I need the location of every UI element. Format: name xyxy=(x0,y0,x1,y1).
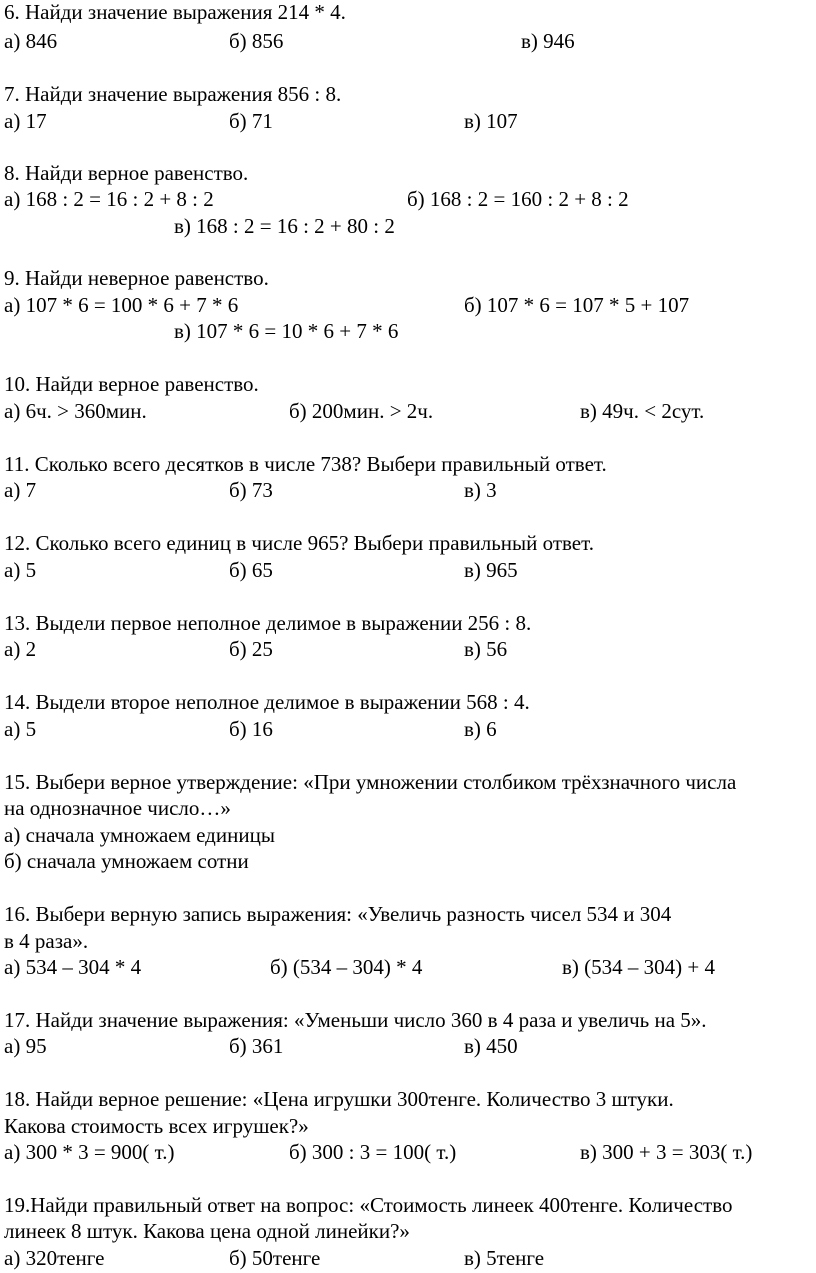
question-19-text-line1: 19.Найди правильный ответ на вопрос: «Стоимость линеек 400тенге. Количество xyxy=(4,1193,733,1217)
question-19-text-line2: линеек 8 штук. Какова цена одной линейки?» xyxy=(4,1219,410,1243)
option-c: в) 168 : 2 = 16 : 2 + 80 : 2 xyxy=(174,214,395,238)
option-b: б) 361 xyxy=(229,1034,284,1058)
option-b: б) (534 – 304) * 4 xyxy=(270,955,423,979)
option-c: в) 300 + 3 = 303( т.) xyxy=(580,1140,753,1164)
option-b: б) 16 xyxy=(229,717,273,741)
option-b: б) 107 * 6 = 107 * 5 + 107 xyxy=(464,293,690,317)
option-a: а) 2 xyxy=(4,637,37,661)
option-b: б) 73 xyxy=(229,478,273,502)
option-a: а) 5 xyxy=(4,558,37,582)
question-15-option-b: б) сначала умножаем сотни xyxy=(4,849,249,873)
option-c: в) 946 xyxy=(521,29,575,53)
question-15-text-line2: на однозначное число…» xyxy=(4,796,231,820)
question-11-text: 11. Сколько всего десятков в числе 738? Выбери правильный ответ. xyxy=(4,452,607,476)
option-a: а) 107 * 6 = 100 * 6 + 7 * 6 xyxy=(4,293,239,317)
option-b: б) 25 xyxy=(229,637,273,661)
option-a: а) 168 : 2 = 16 : 2 + 8 : 2 xyxy=(4,187,214,211)
option-b: б) 856 xyxy=(229,29,284,53)
option-b: б) 65 xyxy=(229,558,273,582)
question-8-text: 8. Найди верное равенство. xyxy=(4,161,249,185)
question-18-text-line2: Какова стоимость всех игрушек?» xyxy=(4,1114,309,1138)
option-a: а) 17 xyxy=(4,109,47,133)
question-14-text: 14. Выдели второе неполное делимое в выражении 568 : 4. xyxy=(4,690,530,714)
option-a: а) 95 xyxy=(4,1034,47,1058)
question-16-text-line1: 16. Выбери верную запись выражения: «Увеличь разность чисел 534 и 304 xyxy=(4,902,672,926)
option-c: в) 6 xyxy=(464,717,497,741)
option-c: в) 107 xyxy=(464,109,518,133)
option-a: а) 300 * 3 = 900( т.) xyxy=(4,1140,175,1164)
option-c: в) 56 xyxy=(464,637,508,661)
option-b: б) 50тенге xyxy=(229,1246,321,1270)
question-9-text: 9. Найди неверное равенство. xyxy=(4,266,269,290)
option-a: а) 5 xyxy=(4,717,37,741)
option-a: а) 846 xyxy=(4,29,58,53)
option-c: в) 5тенге xyxy=(464,1246,545,1270)
option-a: а) 534 – 304 * 4 xyxy=(4,955,142,979)
question-18-text-line1: 18. Найди верное решение: «Цена игрушки 300тенге. Количество 3 штуки. xyxy=(4,1087,674,1111)
option-c: в) (534 – 304) + 4 xyxy=(562,955,715,979)
option-b: б) 200мин. > 2ч. xyxy=(289,399,434,423)
option-b: б) 300 : 3 = 100( т.) xyxy=(289,1140,457,1164)
question-17-text: 17. Найди значение выражения: «Уменьши число 360 в 4 раза и увеличь на 5». xyxy=(4,1008,707,1032)
option-c: в) 965 xyxy=(464,558,518,582)
option-c: в) 49ч. < 2сут. xyxy=(580,399,705,423)
question-6-text: 6. Найди значение выражения 214 * 4. xyxy=(4,0,346,24)
question-12-text: 12. Сколько всего единиц в числе 965? Выбери правильный ответ. xyxy=(4,531,594,555)
question-15-text-line1: 15. Выбери верное утверждение: «При умножении столбиком трёхзначного числа xyxy=(4,770,737,794)
option-a: а) 7 xyxy=(4,478,37,502)
option-a: а) 6ч. > 360мин. xyxy=(4,399,147,423)
option-a: а) 320тенге xyxy=(4,1246,105,1270)
question-16-text-line2: в 4 раза». xyxy=(4,929,89,953)
question-10-text: 10. Найди верное равенство. xyxy=(4,372,259,396)
option-c: в) 3 xyxy=(464,478,497,502)
question-13-text: 13. Выдели первое неполное делимое в выражении 256 : 8. xyxy=(4,611,532,635)
option-b: б) 71 xyxy=(229,109,273,133)
question-7-text: 7. Найди значение выражения 856 : 8. xyxy=(4,82,342,106)
option-c: в) 450 xyxy=(464,1034,518,1058)
option-b: б) 168 : 2 = 160 : 2 + 8 : 2 xyxy=(407,187,629,211)
question-15-option-a: а) сначала умножаем единицы xyxy=(4,823,275,847)
option-c: в) 107 * 6 = 10 * 6 + 7 * 6 xyxy=(174,319,399,343)
